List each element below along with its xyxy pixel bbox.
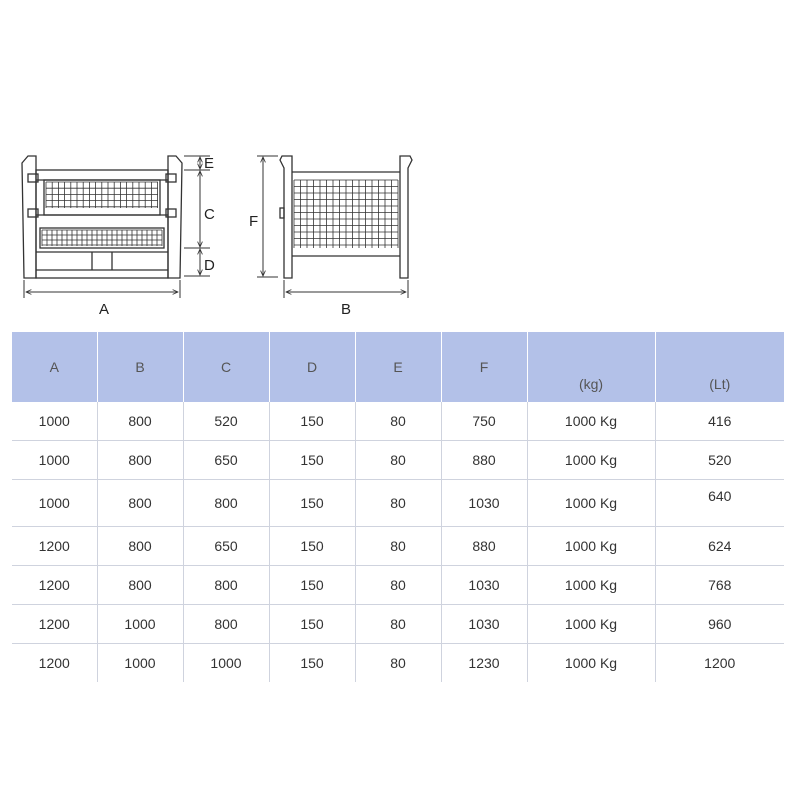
cell-volume: 1200: [704, 655, 736, 671]
cell-b: 1000: [97, 644, 183, 683]
cell-f: 1230: [441, 644, 527, 683]
cell-f: 1030: [441, 605, 527, 644]
cell-c: 800: [183, 566, 269, 605]
container-dimension-diagram: [0, 140, 430, 315]
front-mesh-upper: [46, 182, 158, 208]
cell-b: 800: [97, 566, 183, 605]
column-header-e: E: [355, 332, 441, 402]
cell-a: 1200: [12, 566, 97, 605]
cell-a: 1200: [12, 605, 97, 644]
dimension-label-b: B: [341, 301, 352, 315]
cell-f: 1030: [441, 566, 527, 605]
cell-volume: 624: [655, 527, 784, 566]
column-header-c: C: [183, 332, 269, 402]
column-header-b: B: [97, 332, 183, 402]
cell-d: 150: [269, 441, 355, 480]
cell-b: 800: [97, 527, 183, 566]
cell-d: 150: [269, 566, 355, 605]
cell-e: 80: [355, 480, 441, 527]
column-header-capacity-kg: (kg): [527, 332, 655, 402]
column-header-a: A: [12, 332, 97, 402]
table-row: [12, 441, 784, 480]
cell-d: 150: [269, 480, 355, 527]
cell-f: 880: [441, 441, 527, 480]
cell-d: 150: [269, 527, 355, 566]
table-row: [12, 402, 784, 441]
column-header-f: F: [441, 332, 527, 402]
cell-capacity: 1000 Kg: [527, 566, 655, 605]
cell-b: 800: [97, 441, 183, 480]
dimension-label-d: D: [204, 257, 215, 274]
cell-c: 650: [183, 527, 269, 566]
cell-b: 800: [97, 402, 183, 441]
cell-a: 1000: [12, 480, 97, 527]
table-row: [12, 527, 784, 566]
cell-e: 80: [355, 402, 441, 441]
cell-c: 650: [183, 441, 269, 480]
cell-d: 150: [269, 644, 355, 683]
cell-a: 1200: [12, 644, 97, 683]
cell-c: 1000: [183, 644, 269, 683]
cell-f: 1030: [441, 480, 527, 527]
table-row: [12, 605, 784, 644]
cell-f: 880: [441, 527, 527, 566]
specification-table: [12, 332, 784, 682]
cell-b: 1000: [97, 605, 183, 644]
cell-d: 150: [269, 402, 355, 441]
cell-e: 80: [355, 527, 441, 566]
cell-capacity: 1000 Kg: [527, 402, 655, 441]
cell-capacity: 1000 Kg: [527, 441, 655, 480]
cell-c: 800: [183, 605, 269, 644]
dimension-label-a: A: [99, 301, 110, 315]
cell-e: 80: [355, 605, 441, 644]
cell-volume: 520: [655, 441, 784, 480]
cell-capacity: 1000 Kg: [527, 527, 655, 566]
cell-c: 520: [183, 402, 269, 441]
cell-c: 800: [183, 480, 269, 527]
cell-capacity: 1000 Kg: [527, 644, 655, 683]
dimension-label-c: C: [204, 206, 215, 223]
cell-a: 1000: [12, 402, 97, 441]
column-header-d: D: [269, 332, 355, 402]
cell-e: 80: [355, 441, 441, 480]
cell-capacity: 1000 Kg: [527, 480, 655, 527]
cell-a: 1000: [12, 441, 97, 480]
dimension-label-f: F: [249, 213, 259, 230]
front-mesh-lower: [42, 230, 162, 246]
front-view-drawing: [22, 156, 182, 278]
cell-e: 80: [355, 644, 441, 683]
cell-volume: 768: [655, 566, 784, 605]
side-mesh: [294, 180, 398, 248]
cell-volume: 640: [655, 480, 784, 527]
table-row: [12, 566, 784, 605]
table-row: [12, 480, 784, 527]
column-header-volume-lt: (Lt): [655, 332, 784, 402]
cell-capacity: 1000 Kg: [527, 605, 655, 644]
cell-volume: 960: [655, 605, 784, 644]
cell-e: 80: [355, 566, 441, 605]
table-header-row: [12, 332, 784, 402]
dimension-label-e: E: [204, 155, 215, 172]
table-row: [12, 644, 784, 683]
cell-b: 800: [97, 480, 183, 527]
cell-d: 150: [269, 605, 355, 644]
cell-f: 750: [441, 402, 527, 441]
cell-volume: 416: [655, 402, 784, 441]
cell-a: 1200: [12, 527, 97, 566]
